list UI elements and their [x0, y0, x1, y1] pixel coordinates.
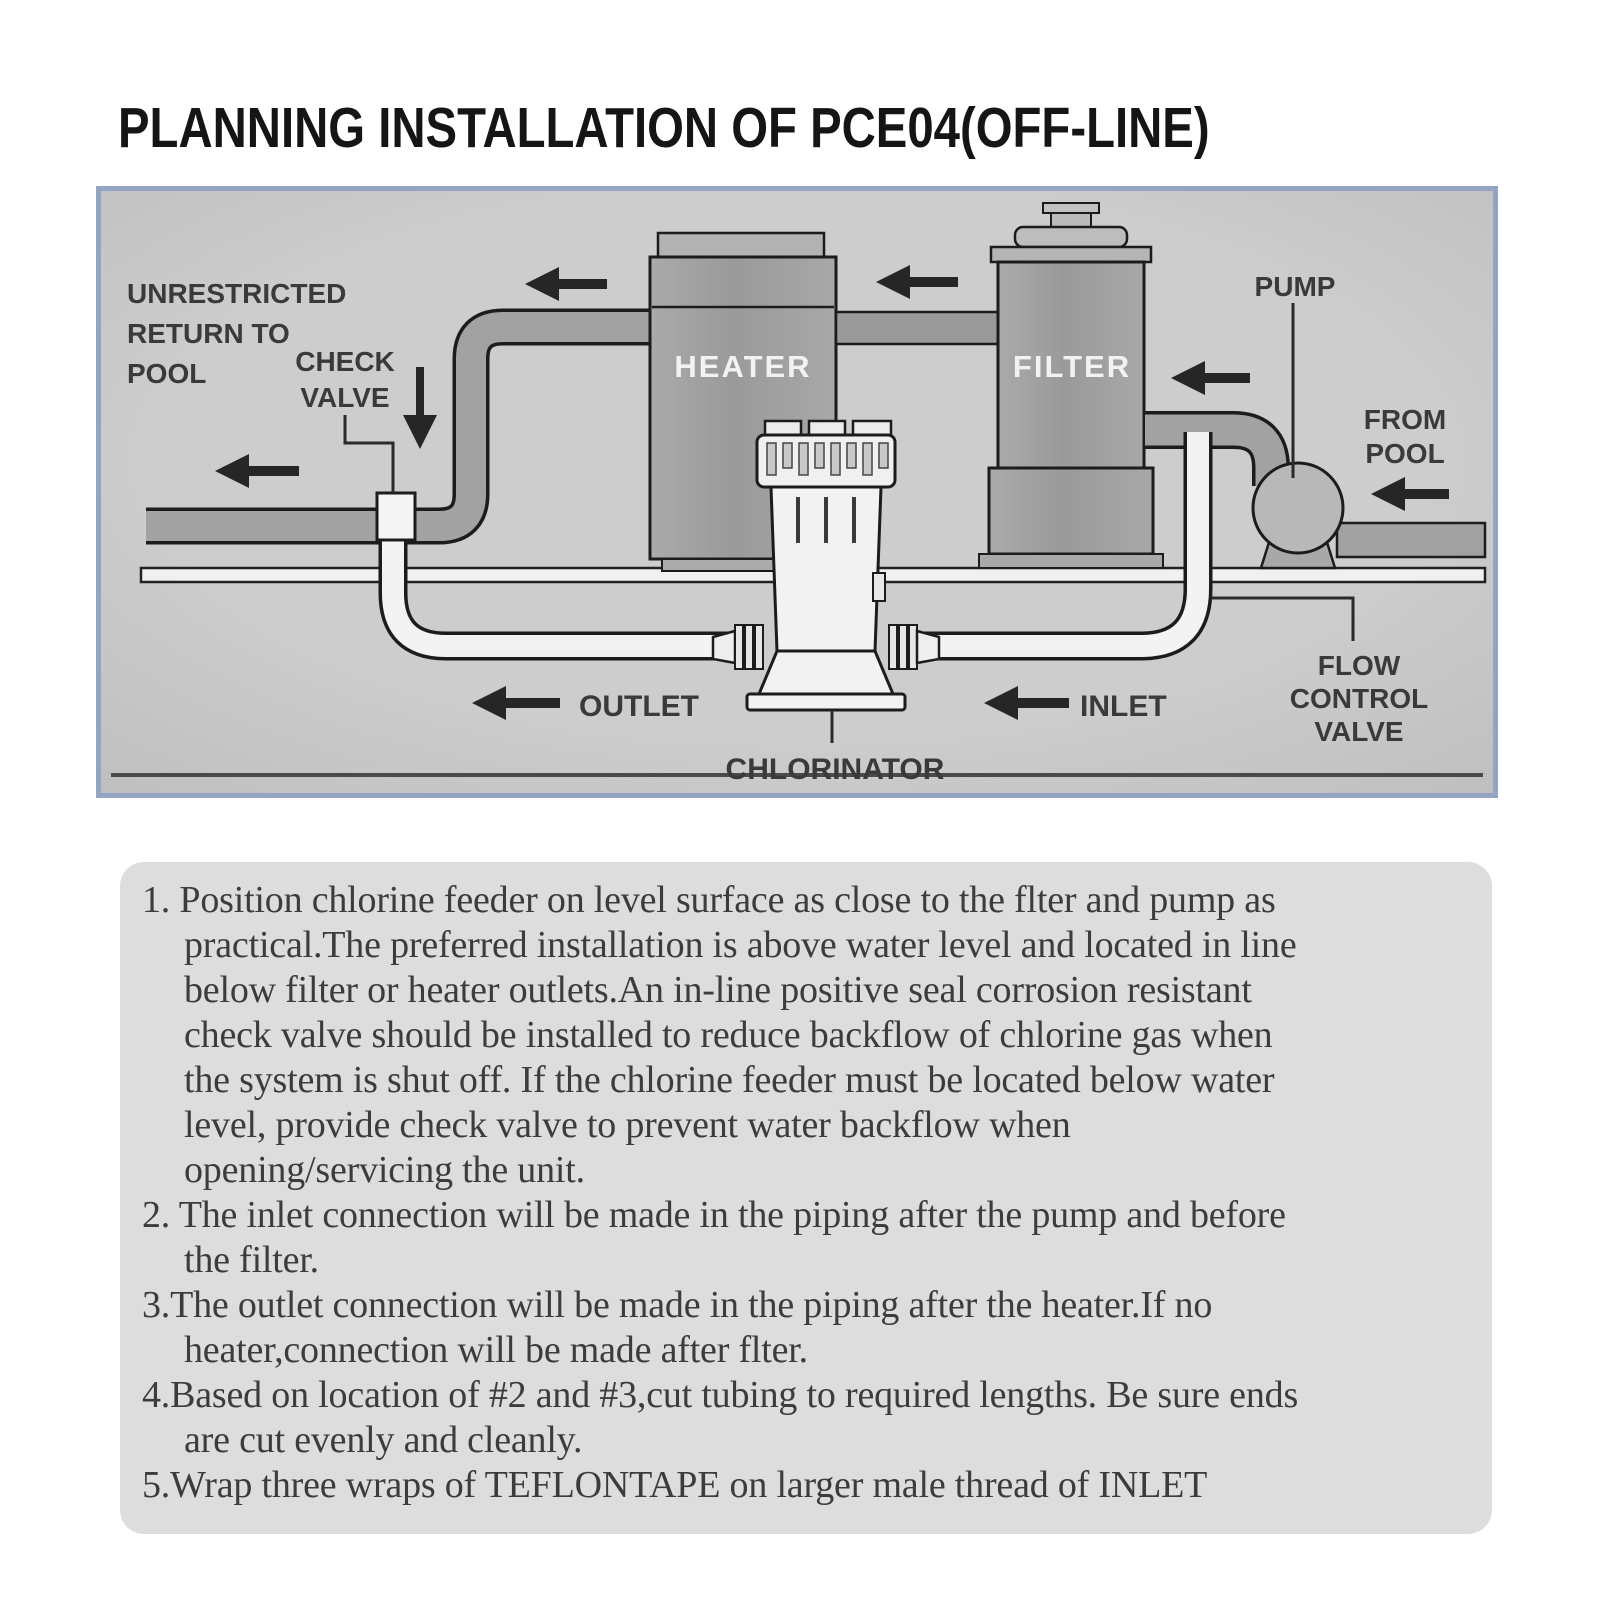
unrestricted-return-line3: POOL	[127, 358, 207, 389]
inlet-label: INLET	[1080, 690, 1167, 723]
chlorinator-base-flare	[759, 651, 893, 694]
instruction-line: opening/servicing the unit.	[184, 1149, 585, 1191]
instruction-line: level, provide check valve to prevent water backflow when	[184, 1104, 1071, 1146]
instruction-line: 5.Wrap three wraps of TEFLONTAPE on larger male thread of INLET	[142, 1464, 1208, 1506]
instruction-line: check valve should be installed to reduce backflow of chlorine gas when	[184, 1014, 1273, 1056]
instruction-line: 4.Based on location of #2 and #3,cut tubing to required lengths. Be sure ends	[142, 1374, 1299, 1416]
instructions-panel	[120, 862, 1492, 1534]
unrestricted-return-line1: UNRESTRICTED	[127, 278, 347, 309]
instruction-line: the filter.	[184, 1239, 319, 1281]
page-title: PLANNING INSTALLATION OF PCE04(OFF-LINE)	[118, 96, 1210, 160]
instruction-line: are cut evenly and cleanly.	[184, 1419, 583, 1461]
instruction-line: 2. The inlet connection will be made in the piping after the pump and before	[142, 1194, 1286, 1236]
instruction-line: below filter or heater outlets.An in-line positive seal corrosion resistant	[184, 969, 1252, 1011]
flow-control-line3: VALVE	[1314, 716, 1404, 747]
pump-circle	[1253, 463, 1343, 553]
chlorinator-base-plate	[747, 694, 905, 710]
instruction-line: 3.The outlet connection will be made in the piping after the heater.If no	[142, 1284, 1213, 1326]
chlorinator-cap	[757, 435, 895, 487]
from-pool-pipe	[1337, 523, 1485, 557]
chlorinator-bleed-fitting	[873, 573, 885, 601]
instruction-line: 1. Position chlorine feeder on level surface as close to the flter and pump as	[142, 879, 1276, 921]
filter-knob	[1051, 213, 1091, 227]
heater-label: HEATER	[674, 349, 812, 384]
chlorinator-label: CHLORINATOR	[725, 753, 945, 786]
diagram-svg	[101, 191, 1493, 793]
heater-filter-pipe	[836, 312, 999, 344]
check-valve-line1: CHECK	[295, 346, 395, 377]
instruction-line: heater,connection will be made after flter.	[184, 1329, 808, 1371]
check-valve-box	[377, 493, 415, 540]
filter-unit	[979, 203, 1163, 568]
filter-pedestal	[979, 554, 1163, 568]
filter-flange	[991, 247, 1151, 262]
filter-base-band	[989, 468, 1153, 554]
from-pool-line1: FROM	[1363, 404, 1447, 435]
unrestricted-return-line2: RETURN TO	[127, 318, 290, 349]
installation-diagram	[96, 186, 1498, 798]
instruction-line: practical.The preferred installation is above water level and located in line	[184, 924, 1297, 966]
instruction-line: the system is shut off. If the chlorine feeder must be located below water	[184, 1059, 1275, 1101]
chlorinator-cap-tab	[853, 421, 891, 435]
chlorinator-cap-tab	[765, 421, 801, 435]
from-pool-line2: POOL	[1365, 438, 1445, 469]
filter-dome	[1015, 227, 1127, 247]
chlorinator-cap-tab	[809, 421, 845, 435]
check-valve-line2: VALVE	[300, 382, 390, 413]
heater-cap	[658, 233, 824, 259]
flow-control-line2: CONTROL	[1289, 683, 1429, 714]
filter-label: FILTER	[1012, 349, 1132, 384]
pump-unit	[1253, 463, 1343, 568]
flow-control-line1: FLOW	[1317, 650, 1401, 681]
filter-knob-bar	[1043, 203, 1099, 213]
pump-label: PUMP	[1254, 271, 1336, 302]
outlet-label: OUTLET	[579, 690, 699, 723]
